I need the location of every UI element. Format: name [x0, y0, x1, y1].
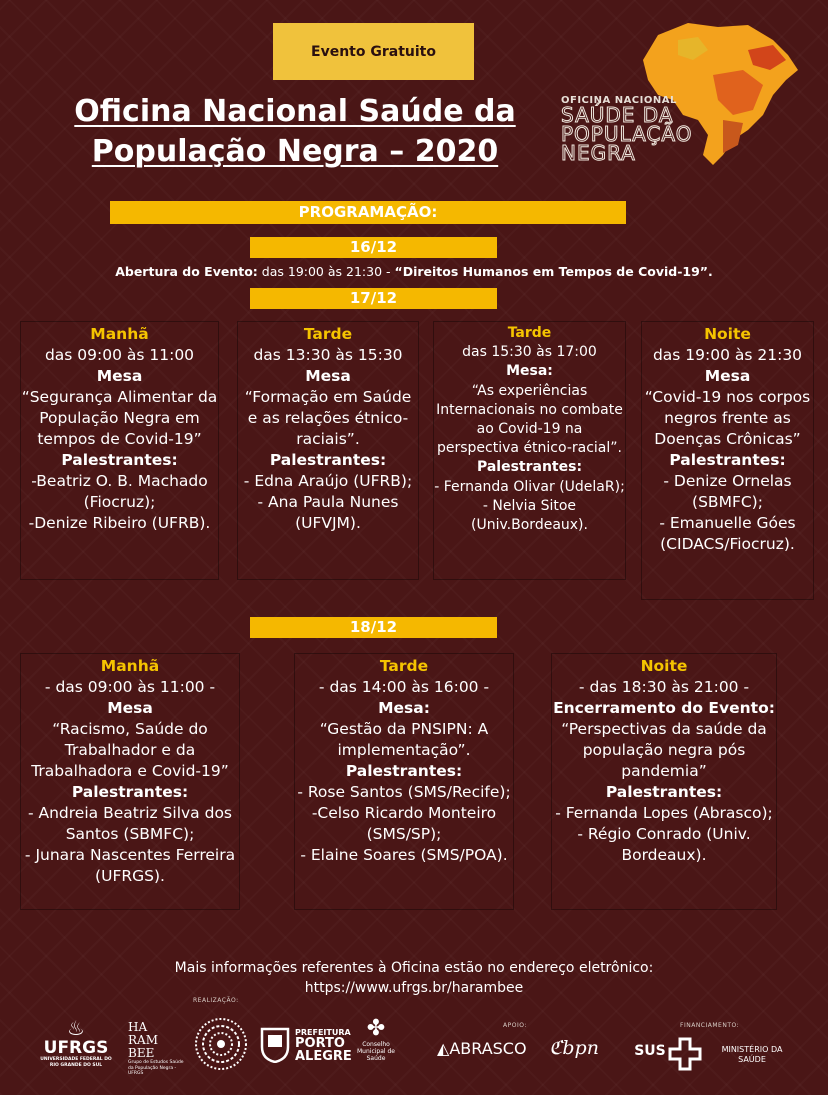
people-icon: ✤: [366, 1016, 386, 1041]
cbpn-logo: ℭbpn: [549, 1037, 599, 1059]
harambee-logo: HA RAM BEE Grupo de Estudos Saúde da População Negra - UFRGS: [128, 1020, 184, 1076]
session-card-17-afternoon-1: Tarde das 13:30 às 15:30 Mesa “Formação em Saúde e as relações étnico-raciais”. Palestrantes: - Edna Araújo (UFRB); - Ana Paula Nunes (UFVJM).: [237, 321, 419, 580]
apoio-label: APOIO:: [503, 1022, 527, 1029]
day-18-heading: 18/12: [250, 617, 497, 638]
conselho-logo: ✤ Conselho Municipal de Saúde: [355, 1017, 397, 1062]
session-card-18-morning: Manhã - das 09:00 às 11:00 - Mesa “Racismo, Saúde do Trabalhador e da Trabalhadora e Covid-19” Palestrantes: - Andreia Beatriz Silva dos Santos (SBMFC); - Junara Nascentes Ferreira (UFRGS).: [20, 653, 240, 910]
mandala-icon: [194, 1017, 248, 1071]
footer-logos: [0, 995, 828, 1095]
ufrgs-logo: ♨ UFRGS UNIVERSIDADE FEDERAL DO RIO GRANDE DO SUL: [40, 1016, 112, 1068]
ministerio-logo: MINISTÉRIO DA SAÚDE: [721, 1045, 783, 1064]
title-line-2: População Negra – 2020: [91, 134, 499, 169]
more-info: [30, 958, 798, 998]
logo-text: OFICINA NACIONAL SAÚDE DA POPULAÇÃO NEGRA: [561, 95, 693, 165]
abrasco-logo: ◭ABRASCO: [437, 1039, 527, 1058]
opening-line: Abertura do Evento: das 19:00 às 21:30 - “Direitos Humanos em Tempos de Covid-19”.: [115, 264, 713, 279]
abrasco-mark-icon: ◭: [437, 1039, 450, 1058]
programacao-heading: PROGRAMAÇÃO:: [110, 201, 626, 224]
sus-logo: SUS: [634, 1043, 666, 1059]
session-card-17-morning: Manhã das 09:00 às 11:00 Mesa “Segurança Alimentar da População Negra em tempos de Covid-19” Palestrantes: -Beatriz O. B. Machado (Fiocruz); -Denize Ribeiro (UFRB).: [20, 321, 219, 580]
free-event-badge: Evento Gratuito: [273, 23, 474, 80]
day-16-heading: 16/12: [250, 237, 497, 258]
porto-alegre-crest-icon: [260, 1025, 290, 1063]
day-17-heading: 17/12: [250, 288, 497, 309]
realizacao-label: REALIZAÇÃO:: [193, 997, 239, 1004]
financiamento-label: FINANCIAMENTO:: [680, 1022, 740, 1029]
flame-icon: ♨: [67, 1016, 85, 1040]
session-card-17-night: Noite das 19:00 às 21:30 Mesa “Covid-19 nos corpos negros frente as Doenças Crônicas” Palestrantes: - Denize Ornelas (SBMFC); - Emanuelle Góes (CIDACS/Fiocruz).: [641, 321, 814, 600]
info-url[interactable]: https://www.ufrgs.br/harambee: [304, 980, 524, 996]
session-card-17-afternoon-2: Tarde das 15:30 às 17:00 Mesa: “As experiências Internacionais no combate ao Covid-19 na perspectiva étnico-racial”. Palestrantes: - Fernanda Olivar (UdelaR); - Nelvia Sitoe (Univ.Bordeaux).: [433, 321, 626, 580]
title-line-1: Oficina Nacional Saúde da: [74, 94, 516, 129]
event-logo: [548, 15, 806, 175]
prefeitura-logo: PREFEITURA PORTO ALEGRE: [295, 1028, 352, 1064]
info-text: Mais informações referentes à Oficina estão no endereço eletrônico:: [174, 960, 654, 976]
session-card-18-afternoon: Tarde - das 14:00 às 16:00 - Mesa: “Gestão da PNSIPN: A implementação”. Palestrantes: - Rose Santos (SMS/Recife); -Celso Ricardo Monteiro (SMS/SP); - Elaine Soares (SMS/POA).: [294, 653, 514, 910]
page-title: [30, 92, 560, 172]
sus-cross-icon: [668, 1037, 702, 1071]
session-card-18-night: Noite - das 18:30 às 21:00 - Encerramento do Evento: “Perspectivas da saúde da população negra pós pandemia” Palestrantes: - Fernanda Lopes (Abrasco); - Régio Conrado (Univ. Bordeaux).: [551, 653, 777, 910]
